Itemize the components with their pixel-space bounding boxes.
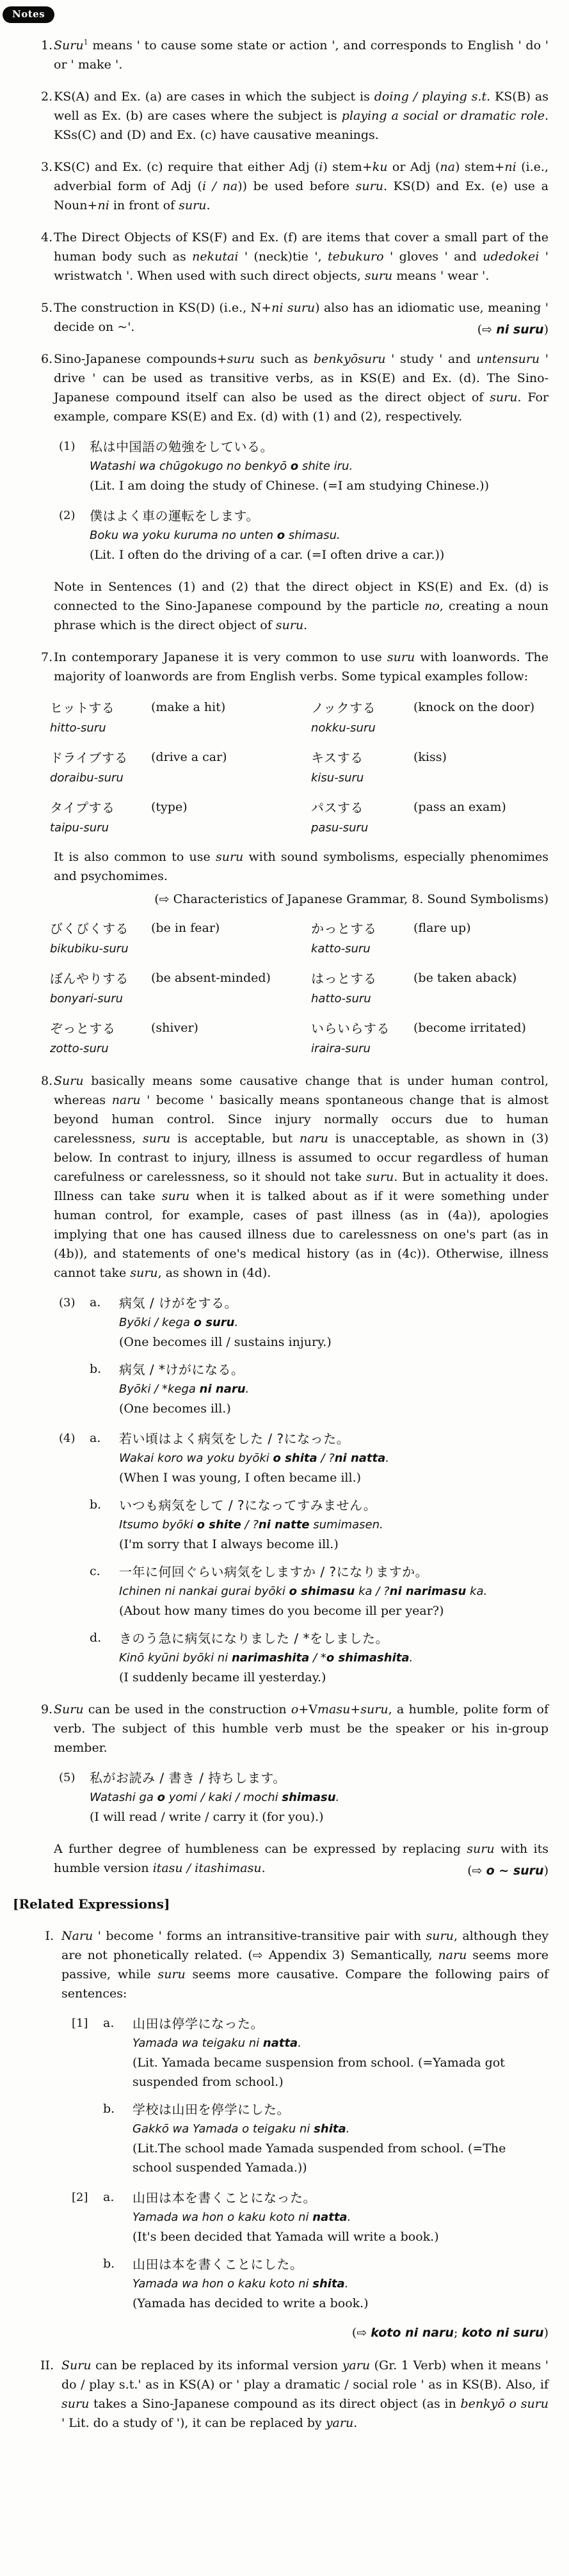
example-label: [1] [72, 2017, 88, 2030]
romaji-word: kisu-suru [311, 771, 364, 785]
example-label: (2) [59, 509, 76, 522]
japanese-sentence: きのう急に病気になりました / *をしました。 [119, 1631, 389, 1646]
re-example-1a [103, 2013, 549, 2092]
example-5 [59, 1768, 549, 1827]
note-number: 2. [41, 90, 53, 104]
example-3b [90, 1359, 549, 1418]
english-translation: (When I was young, I often became ill.) [119, 1471, 362, 1485]
arrow-icon: ⇨ [472, 1864, 486, 1878]
footnote-marker: 1 [83, 38, 88, 47]
note-number: 5. [41, 301, 53, 315]
note-text: Sino-Japanese compounds+suru such as benkyōsuru ' study ' and untensuru ' drive ' can be used as transitive verbs, as in KS(E) and Ex. (d). The Sino-Japanese compound itself can also be used as the direct object of suru. For example, compare KS(E) and Ex. (d) with (1) and (2), respectively. [54, 352, 549, 424]
romaji-sentence: Yamada wa teigaku ni natta. [132, 2036, 301, 2050]
english-translation: (One becomes ill.) [119, 1402, 231, 1416]
romaji-word: hitto-suru [50, 721, 106, 735]
english-gloss: (flare up) [413, 921, 471, 935]
related-expression-text: Naru ' become ' forms an intransitive-transitive pair with suru, although they are not phonetically related. (⇨ Appendix 3) Semantically, naru seems more passive, while suru seems more causative. Compare the following pairs of sentences: [61, 1929, 549, 2001]
note-number: 7. [41, 650, 53, 664]
arrow-icon: ⇨ [482, 323, 497, 337]
sub-item-letter: b. [103, 2102, 115, 2116]
romaji-word: pasu-suru [311, 821, 369, 835]
english-gloss: (be taken aback) [413, 971, 517, 985]
re-example-2b [103, 2254, 549, 2313]
related-expression-numeral: I. [45, 1929, 54, 1943]
romaji-word: doraibu-suru [50, 771, 124, 785]
sub-item-letter: d. [90, 1631, 102, 1645]
example-4b [90, 1495, 549, 1554]
english-gloss: (drive a car) [151, 750, 227, 764]
note-text: KS(A) and Ex. (a) are cases in which the subject is doing / playing s.t. KS(B) as well as Ex. (b) are cases where the subject is playing a social or dramatic role. KSs(C) and (D) and Ex. (c) have causative meanings. [54, 90, 549, 142]
romaji-word: taipu-suru [50, 821, 109, 835]
note-number: 1. [41, 38, 53, 52]
romaji-sentence: Ichinen ni nankai gurai byōki o shimasu ka / ?ni narimasu ka. [119, 1585, 488, 1598]
english-translation: (Lit. Yamada became suspension from school. (=Yamada got suspended from school.) [132, 2056, 505, 2089]
example-3a [90, 1293, 549, 1352]
japanese-word: タイプする [50, 800, 115, 815]
example-4d [90, 1628, 549, 1687]
example-label: [2] [72, 2191, 88, 2204]
japanese-word: ヒットする [50, 700, 115, 716]
arrow-icon: ⇨ [159, 892, 173, 906]
english-gloss: (be absent-minded) [151, 971, 271, 985]
english-gloss: (kiss) [413, 750, 447, 764]
note-number: 9. [41, 1702, 53, 1716]
romaji-sentence: Kinō kyūni byōki ni narimashita / *o shimashita. [119, 1651, 413, 1665]
romaji-sentence: Watashi wa chūgokugo no benkyō o shite iru. [90, 460, 353, 473]
note-item-4 [28, 228, 549, 285]
english-translation: (I'm sorry that I always become ill.) [119, 1537, 339, 1551]
sound-symbolism-row [50, 968, 549, 1009]
japanese-word: ドライブする [50, 750, 128, 765]
japanese-word: ノックする [311, 700, 376, 716]
note-text: The Direct Objects of KS(F) and Ex. (f) are items that cover a small part of the human body such as nekutai ' (neck)tie ', tebukuro ' gloves ' and udedokei ' wristwatch '. When used with such direct objects, suru means ' wear '. [54, 230, 549, 283]
note-item-3 [28, 157, 549, 215]
example-1 [59, 436, 549, 495]
romaji-sentence: Byōki / kega o suru. [119, 1316, 239, 1329]
english-gloss: (knock on the door) [413, 700, 535, 714]
english-gloss: (type) [151, 800, 188, 814]
japanese-word: びくびくする [50, 921, 129, 936]
japanese-word: ぞっとする [50, 1021, 116, 1036]
related-expression-numeral: II. [40, 2358, 54, 2372]
romaji-word: katto-suru [311, 942, 371, 956]
related-expression-II [28, 2356, 549, 2433]
english-translation: (It's been decided that Yamada will write a book.) [132, 2230, 439, 2244]
loanword-row [50, 797, 549, 838]
romaji-word: bonyari-suru [50, 992, 124, 1005]
re-example-1 [72, 2013, 549, 2177]
note-number: 3. [41, 160, 53, 174]
sub-item-letter: a. [103, 2190, 115, 2204]
note-number: 8. [41, 1074, 53, 1088]
romaji-word: iraira-suru [311, 1042, 371, 1055]
english-translation: (About how many times do you become ill per year?) [119, 1604, 444, 1618]
sub-item-letter: a. [90, 1431, 101, 1445]
english-gloss: (pass an exam) [413, 800, 506, 814]
note-item-8 [28, 1071, 549, 1687]
japanese-sentence: 私がお読み / 書き / 持ちします。 [90, 1770, 286, 1786]
related-expression-text: Suru can be replaced by its informal version yaru (Gr. 1 Verb) when it means ' do / play s.t.' as in KS(A) or ' play a dramatic / social role ' as in KS(B). Also, if suru takes a Sino-Japanese compound as its direct object (as in benkyō o suru ' Lit. do a study of '), it can be replaced by yaru. [61, 2358, 549, 2430]
romaji-word: zotto-suru [50, 1042, 109, 1055]
note-6-remark: Note in Sentences (1) and (2) that the direct object in KS(E) and Ex. (d) is connected to the Sino-Japanese compound by the particle no, creating a noun phrase which is the direct object of suru. [54, 580, 549, 632]
japanese-sentence: 若い頃はよく病気をした / ?になった。 [119, 1431, 350, 1446]
re-example-2 [72, 2188, 549, 2313]
japanese-word: はっとする [311, 971, 377, 986]
japanese-word: かっとする [311, 921, 377, 936]
note-text: Suru basically means some causative change that is under human control, whereas naru ' become ' basically means spontaneous change that is almost beyond human control. Since injury normally occurs due to human carelessness, suru is acceptable, but naru is unacceptable, as shown in (3) below. In contrast to injury, illness is assumed to occur regardless of human carefulness or carelessness, so it should not take suru. But in actuality it does. Illness can take suru when it is talked about as if it were something under human control, for example, cases of past illness (as in (4a)), apologies implying that one has caused illness due to carelessness on one's part (as in (4b)), and statements of one's medical history (as in (4c)). Otherwise, illness cannot take suru, as shown in (4d). [54, 1074, 549, 1280]
note-number: 6. [41, 352, 53, 366]
romaji-sentence: Wakai koro wa yoku byōki o shita / ?ni natta. [119, 1452, 389, 1465]
sub-item-letter: c. [90, 1564, 100, 1578]
note-item-7 [28, 648, 549, 1059]
japanese-word: ぼんやりする [50, 971, 129, 986]
cross-reference-sound-symbolisms: (⇨ Characteristics of Japanese Grammar, 8. Sound Symbolisms) [154, 892, 549, 906]
sound-symbolism-row [50, 918, 549, 959]
re-example-1b [103, 2099, 549, 2177]
romaji-word: hatto-suru [311, 992, 371, 1005]
notes-badge: Notes [3, 6, 54, 23]
example-3 [59, 1293, 549, 1418]
note-text: Suru can be used in the construction o+Vmasu+suru, a humble, polite form of verb. The subject of this humble verb must be the speaker or his in-group member. [54, 1702, 549, 1755]
sub-item-letter: a. [90, 1295, 101, 1309]
example-label: (4) [59, 1432, 76, 1445]
japanese-sentence: 病気 / *けがになる。 [119, 1362, 244, 1377]
sub-item-letter: a. [103, 2016, 115, 2030]
note-text: The construction in KS(D) (i.e., N+ni suru) also has an idiomatic use, meaning ' decide on ~'. [54, 301, 549, 334]
english-translation: (I suddenly became ill yesterday.) [119, 1670, 326, 1684]
english-translation: (Lit. I am doing the study of Chinese. (=I am studying Chinese.)) [90, 479, 489, 493]
re-example-2a [103, 2188, 549, 2246]
loanword-row [50, 698, 549, 738]
romaji-sentence: Boku wa yoku kuruma no unten o shimasu. [90, 529, 341, 542]
japanese-sentence: 僕はよく車の運転をします。 [90, 508, 259, 524]
romaji-sentence: Byōki / *kega ni naru. [119, 1382, 250, 1396]
japanese-sentence: 山田は停学になった。 [132, 2016, 264, 2031]
note-item-5 [28, 298, 549, 337]
example-4 [59, 1428, 549, 1687]
english-translation: (I will read / write / carry it (for you).) [90, 1810, 324, 1824]
english-gloss: (be in fear) [151, 921, 220, 935]
note-text: In contemporary Japanese it is very common to use suru with loanwords. The majority of loanwords are from English verbs. Some typical examples follow: [54, 650, 549, 684]
japanese-sentence: いつも病気をして / ?になってすみません。 [119, 1498, 377, 1513]
sub-item-letter: b. [90, 1362, 102, 1376]
romaji-sentence: Gakkō wa Yamada o teigaku ni shita. [132, 2122, 350, 2136]
japanese-word: いらいらする [311, 1021, 390, 1036]
english-translation: (Yamada has decided to write a book.) [132, 2296, 369, 2310]
note-text: KS(C) and Ex. (c) require that either Adj (i) stem+ku or Adj (na) stem+ni (i.e., adverbial form of Adj (i / na)) be used before suru. KS(D) and Ex. (e) use a Noun+ni in front of suru. [54, 160, 549, 212]
note-item-9 [28, 1700, 549, 1878]
example-label: (1) [59, 440, 76, 453]
example-2 [59, 506, 549, 564]
romaji-sentence: Yamada wa hon o kaku koto ni shita. [132, 2277, 349, 2291]
term-suru: Suru [54, 38, 84, 52]
japanese-sentence: 山田は本を書くことにした。 [132, 2257, 303, 2272]
english-gloss: (shiver) [151, 1021, 198, 1035]
sub-item-letter: b. [90, 1498, 102, 1512]
japanese-word: キスする [311, 750, 364, 765]
note-item-1 [28, 36, 549, 74]
romaji-word: bikubiku-suru [50, 942, 129, 956]
romaji-sentence: Itsumo byōki o shite / ?ni natte sumimasen. [119, 1518, 383, 1532]
english-translation: (One becomes ill / sustains injury.) [119, 1335, 332, 1349]
note-number: 4. [41, 230, 53, 244]
english-gloss: (become irritated) [413, 1021, 526, 1035]
related-expression-I [28, 1926, 549, 2343]
cross-reference-ni-suru: (⇨ ni suru) [477, 323, 549, 337]
romaji-word: nokku-suru [311, 721, 376, 735]
example-4a [90, 1428, 549, 1487]
note-7-remark: It is also common to use suru with sound symbolisms, especially phenomimes and psychomimes. [54, 850, 549, 883]
english-translation: (Lit.The school made Yamada suspended from school. (=The school suspended Yamada.)) [132, 2141, 506, 2175]
japanese-sentence: 病気 / けがをする。 [119, 1295, 237, 1311]
english-translation: (Lit. I often do the driving of a car. (=I often drive a car.)) [90, 548, 445, 562]
loanword-row [50, 748, 549, 788]
example-label: (5) [59, 1771, 76, 1784]
note-text: Suru$^1$ means ' to cause some state or action ', and corresponds to English ' do ' or ' make '. [54, 38, 549, 72]
sub-item-letter: b. [103, 2257, 115, 2271]
japanese-sentence: 山田は本を書くことになった。 [132, 2190, 316, 2205]
example-4c [90, 1562, 549, 1620]
cross-reference-koto-ni-naru: (⇨ koto ni naru; koto ni suru) [351, 2326, 549, 2340]
japanese-sentence: 学校は山田を停学にした。 [132, 2102, 290, 2117]
japanese-word: パスする [311, 800, 364, 815]
note-item-6 [28, 349, 549, 635]
japanese-sentence: 私は中国語の勉強をしている。 [90, 439, 273, 454]
note-9-remark: A further degree of humbleness can be expressed by replacing suru with its humble version itasu / itashimasu. [54, 1842, 549, 1875]
japanese-sentence: 一年に何回ぐらい病気をしますか / ?になりますか。 [119, 1564, 429, 1580]
note-item-2 [28, 87, 549, 145]
romaji-sentence: Yamada wa hon o kaku koto ni natta. [132, 2211, 351, 2224]
english-gloss: (make a hit) [151, 700, 226, 714]
arrow-icon: ⇨ [357, 2326, 371, 2340]
sound-symbolism-row [50, 1018, 549, 1059]
arrow-icon: ⇨ [252, 1948, 263, 1962]
related-expressions-heading: [Related Expressions] [13, 1896, 170, 1912]
cross-reference-o-suru: (⇨ o ~ suru) [467, 1864, 549, 1878]
romaji-sentence: Watashi ga o yomi / kaki / mochi shimasu. [90, 1791, 340, 1804]
example-label: (3) [59, 1296, 76, 1309]
